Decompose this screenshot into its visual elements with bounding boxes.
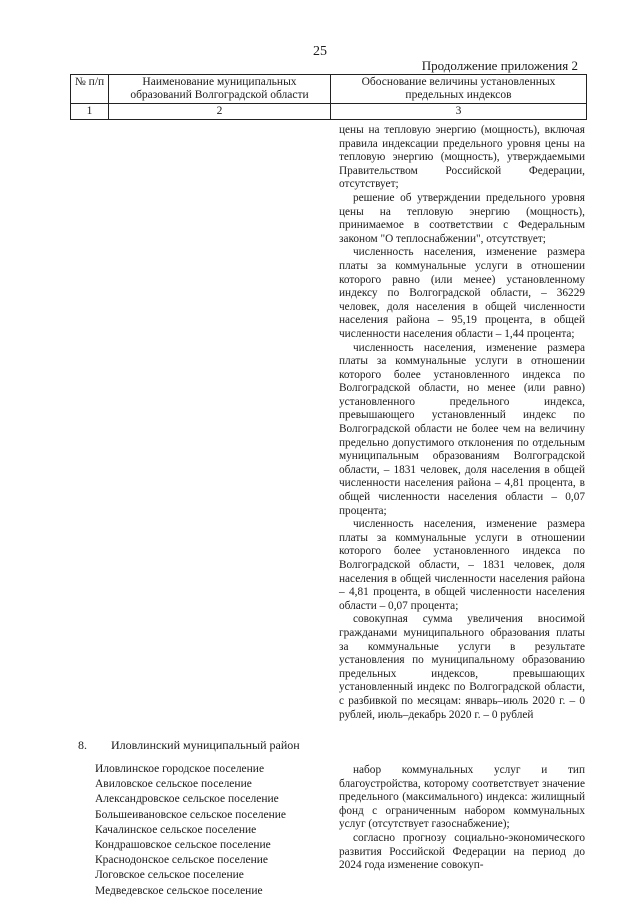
header-justification: Обоснование величины установленных предельных индексов: [331, 75, 587, 104]
list-item: Логовское сельское поселение: [95, 869, 244, 882]
list-item: Кондрашовское сельское поселение: [95, 839, 271, 852]
settlement-list: [95, 762, 286, 899]
header-municipality: Наименование муниципальных образований Волгоградской области: [109, 75, 331, 104]
page-number: 25: [313, 44, 327, 59]
row8-justification: [339, 764, 585, 873]
list-item: Качалинское сельское поселение: [95, 823, 257, 836]
list-item: Александровское сельское поселение: [95, 793, 279, 806]
header-number: № п/п: [71, 75, 109, 104]
paragraph: численность населения, изменение размера платы за коммунальные услуги в отношении которого равно (или менее) установленному индексу по Волгоградской области, – 36229 человек, доля населения в общей численности населения района – 95,19 процента, в общей численности населения области – 1,44 процента;: [339, 246, 585, 340]
continuation-label: Продолжение приложения 2: [421, 58, 578, 73]
list-item: Медведевское сельское поселение: [95, 884, 263, 897]
district-name: Иловлинский муниципальный район: [111, 738, 300, 752]
paragraph: решение об утверждении предельного уровня цены на тепловую энергию (мощность), принимаемое в соответствии с Федеральным законом "О теплоснабжении", отсутствует;: [339, 191, 585, 245]
list-item: Авиловское сельское поселение: [95, 778, 252, 791]
column-number-1: 1: [71, 104, 109, 120]
paragraph: численность населения, изменение размера платы за коммунальные услуги в отношении которого более установленного индекса по Волгоградской области, но менее (или равно) установленного предельного индекса, превышающего установленный индекс по Волгоградской области не более чем на величину предельно допустимого отклонения по отдельным муниципальным образованиям Волгоградской области, – 1831 человек, доля населения в общей численности населения района – 4,81 процента, в общей численности населения области – 0,07 процента;: [339, 341, 585, 517]
header-row: [71, 75, 587, 104]
paragraph: согласно прогнозу социально-экономического развития Российской Федерации на период до 2024 года изменение совокуп-: [339, 831, 585, 872]
paragraph: цены на тепловую энергию (мощность), включая правила индексации предельного уровня цены на тепловую энергию (мощность), утверждаемыми Правительством Российской Федерации, отсутствует;: [339, 124, 585, 191]
paragraph: набор коммунальных услуг и тип благоустройства, которому соответствует значение предельного (максимального) индекса: жилищный фонд с ограниченным набором коммунальных услуг (отсутствует газоснабжение);: [339, 764, 585, 831]
column-number-3: 3: [331, 104, 587, 120]
list-item: Краснодонское сельское поселение: [95, 854, 269, 867]
continued-justification: [339, 124, 585, 722]
paragraph: совокупная сумма увеличения вносимой гражданами муниципального образования платы за коммунальные услуги в результате установления по муниципальному образованию предельных индексов, превышающих установленный индекс по Волгоградской области, с разбивкой по месяцам: январь–июль 2020 г. – 0 рублей, июль–декабрь 2020 г. – 0 рублей: [339, 613, 585, 721]
paragraph: численность населения, изменение размера платы за коммунальные услуги в отношении которого более установленного индекса по Волгоградской области, – 1831 человек, доля населения в общей численности населения района – 4,81 процента, в общей численности населения области – 0,07 процента;: [339, 518, 585, 612]
list-item: Иловлинское городское поселение: [95, 763, 265, 775]
column-number-2: 2: [109, 104, 331, 120]
table-header: [70, 74, 587, 120]
column-number-row: [71, 104, 587, 120]
row-number: 8.: [78, 738, 87, 752]
list-item: Большеивановское сельское поселение: [95, 808, 287, 821]
